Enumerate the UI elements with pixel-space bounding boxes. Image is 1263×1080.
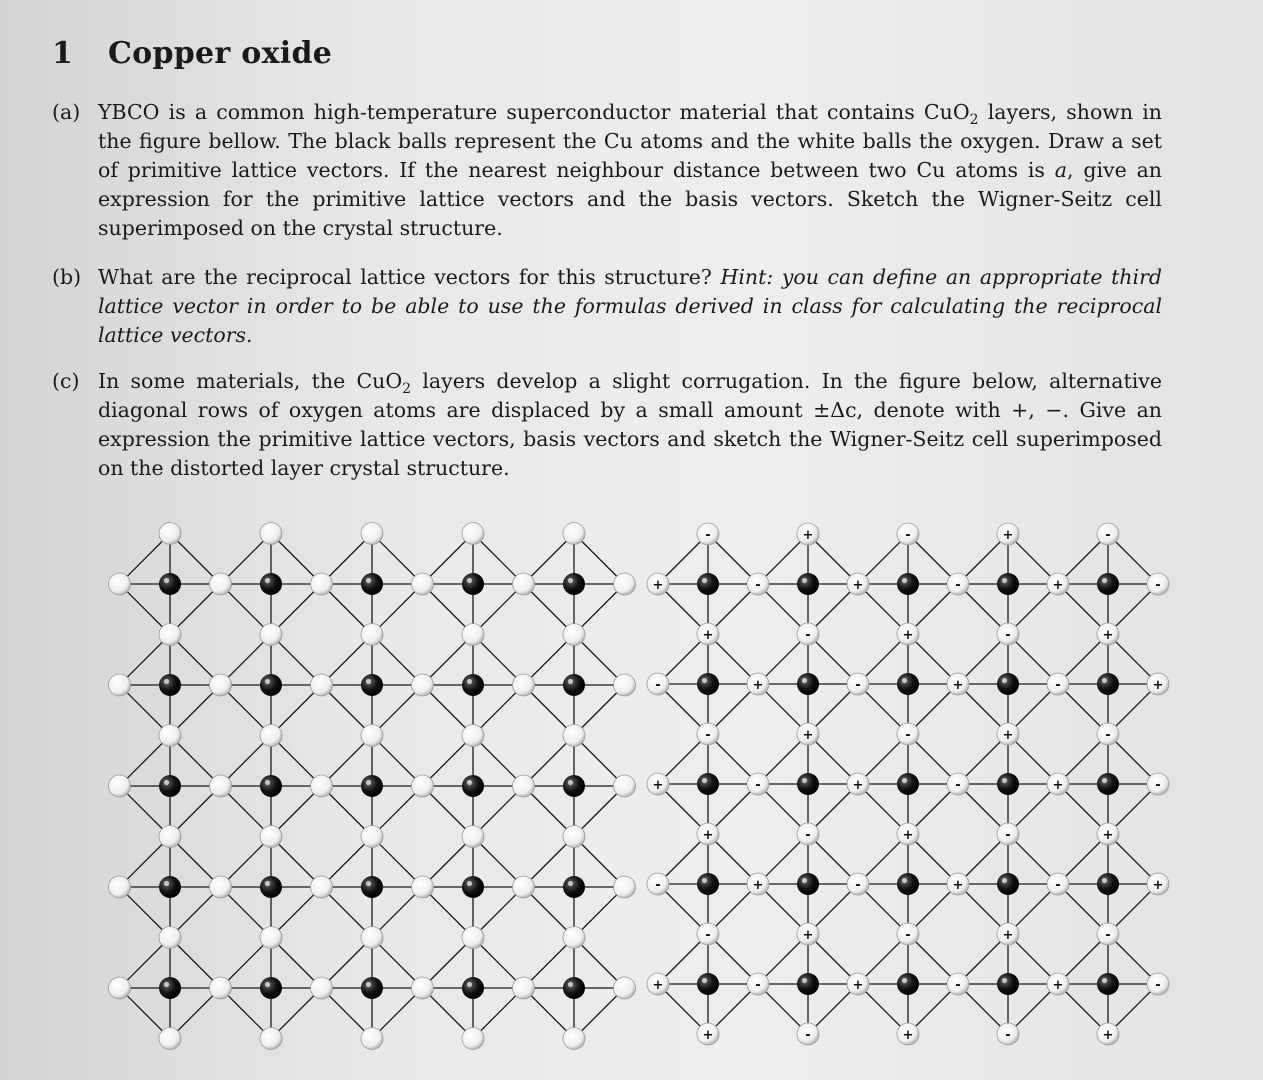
minus-sign: -: [705, 728, 711, 743]
undistorted-cuo2-layer: [109, 523, 636, 1050]
copper-atom: [697, 773, 719, 795]
oxygen-atom: [513, 775, 535, 797]
minus-sign: -: [955, 778, 961, 793]
atom-highlight: [702, 678, 707, 683]
atom-highlight: [1002, 678, 1007, 683]
copper-atom: [797, 873, 819, 895]
copper-atom: [1097, 873, 1119, 895]
copper-atom: [159, 573, 181, 595]
atom-highlight: [1002, 578, 1007, 583]
oxygen-atom: [614, 674, 636, 696]
oxygen-atom: [210, 674, 232, 696]
copper-atom: [997, 973, 1019, 995]
section-number: 1: [52, 36, 74, 71]
oxygen-atom: [614, 775, 636, 797]
oxygen-atom: [563, 725, 585, 747]
oxygen-atom: [412, 977, 434, 999]
oxygen-atom: [311, 674, 333, 696]
oxygen-atom: [412, 876, 434, 898]
question-b: [52, 263, 1162, 350]
atom-highlight: [1102, 778, 1107, 783]
oxygen-atom: [361, 624, 383, 646]
oxygen-atom: [462, 523, 484, 545]
atom-highlight: [265, 780, 270, 785]
oxygen-atom: [563, 826, 585, 848]
minus-sign: -: [905, 528, 911, 543]
plus-sign: +: [852, 578, 864, 593]
oxygen-atom: [109, 573, 131, 595]
minus-sign: -: [755, 578, 761, 593]
plus-sign: +: [802, 928, 814, 943]
oxygen-atom: [563, 927, 585, 949]
oxygen-atom: [260, 826, 282, 848]
atom-highlight: [164, 578, 169, 583]
text-run: YBCO is a common high-temperature superconductor material that contains CuO: [98, 100, 970, 124]
oxygen-atom: [614, 573, 636, 595]
atom-highlight: [902, 778, 907, 783]
copper-atom: [697, 873, 719, 895]
copper-atom: [361, 977, 383, 999]
plus-sign: +: [1152, 878, 1164, 893]
oxygen-atom: [260, 523, 282, 545]
minus-sign: -: [805, 1028, 811, 1043]
minus-sign: -: [705, 928, 711, 943]
oxygen-atom: [159, 927, 181, 949]
text-run: What are the reciprocal lattice vectors for this structure?: [98, 265, 721, 289]
text-run: layers, shown in the figure bellow. The black balls represent the Cu atoms and the white balls the oxygen. Draw a set of primitive lattice vectors. If the nearest neighbour distance between two Cu atoms is: [98, 100, 1162, 182]
minus-sign: -: [1105, 928, 1111, 943]
atom-highlight: [164, 982, 169, 987]
plus-sign: +: [702, 628, 714, 643]
copper-atom: [159, 775, 181, 797]
copper-atom: [361, 876, 383, 898]
oxygen-atom: [462, 624, 484, 646]
copper-atom: [462, 876, 484, 898]
atom-highlight: [366, 780, 371, 785]
atom-highlight: [802, 978, 807, 983]
section-title: Copper oxide: [108, 36, 333, 71]
hint-text: Hint: you can define an appropriate third lattice vector in order to be able to use the formulas derived in class for calculating the reciprocal lattice vectors.: [98, 265, 1162, 347]
atom-highlight: [802, 878, 807, 883]
corrugated-cuo2-layer: [647, 523, 1169, 1045]
copper-atom: [797, 573, 819, 595]
copper-atom: [260, 977, 282, 999]
subscript: 2: [402, 381, 412, 398]
question-label: (a): [52, 100, 81, 124]
math-variable: a: [1054, 158, 1067, 182]
atom-highlight: [802, 678, 807, 683]
copper-atom: [697, 673, 719, 695]
oxygen-atom: [513, 573, 535, 595]
atom-highlight: [467, 881, 472, 886]
minus-sign: -: [755, 778, 761, 793]
minus-sign: -: [805, 628, 811, 643]
question-text: [98, 367, 1162, 483]
lattice-diagram: [88, 508, 1188, 1068]
oxygen-atom: [513, 674, 535, 696]
plus-sign: +: [1002, 928, 1014, 943]
oxygen-atom: [210, 876, 232, 898]
oxygen-atom: [361, 523, 383, 545]
copper-atom: [361, 775, 383, 797]
copper-atom: [563, 775, 585, 797]
copper-atom: [563, 977, 585, 999]
copper-atom: [1097, 973, 1119, 995]
oxygen-atom: [311, 876, 333, 898]
minus-sign: -: [905, 928, 911, 943]
oxygen-atom: [462, 1028, 484, 1050]
atom-highlight: [265, 982, 270, 987]
question-text: [98, 263, 1162, 350]
copper-atom: [797, 973, 819, 995]
plus-sign: +: [752, 678, 764, 693]
plus-sign: +: [802, 728, 814, 743]
minus-sign: -: [1055, 678, 1061, 693]
subscript: 2: [969, 112, 979, 129]
oxygen-atom: [361, 725, 383, 747]
copper-atom: [159, 876, 181, 898]
atom-highlight: [265, 881, 270, 886]
atom-highlight: [265, 679, 270, 684]
minus-sign: -: [955, 978, 961, 993]
minus-sign: -: [905, 728, 911, 743]
plus-sign: +: [1052, 778, 1064, 793]
atom-highlight: [366, 982, 371, 987]
copper-atom: [462, 674, 484, 696]
atom-highlight: [568, 780, 573, 785]
plus-sign: +: [752, 878, 764, 893]
plus-sign: +: [652, 978, 664, 993]
copper-atom: [462, 573, 484, 595]
atom-highlight: [366, 578, 371, 583]
question-a: [52, 98, 1162, 243]
plus-sign: +: [852, 778, 864, 793]
oxygen-atom: [159, 523, 181, 545]
oxygen-atom: [462, 927, 484, 949]
plus-sign: +: [1102, 828, 1114, 843]
copper-atom: [563, 573, 585, 595]
copper-atom: [563, 876, 585, 898]
copper-atom: [159, 674, 181, 696]
plus-sign: +: [1102, 628, 1114, 643]
copper-atom: [997, 773, 1019, 795]
copper-atom: [1097, 673, 1119, 695]
oxygen-atom: [260, 1028, 282, 1050]
oxygen-atom: [260, 725, 282, 747]
atom-highlight: [164, 780, 169, 785]
plus-sign: +: [802, 528, 814, 543]
atom-highlight: [802, 778, 807, 783]
copper-atom: [260, 674, 282, 696]
oxygen-atom: [159, 624, 181, 646]
plus-sign: +: [902, 828, 914, 843]
oxygen-atom: [361, 1028, 383, 1050]
minus-sign: -: [655, 678, 661, 693]
copper-atom: [797, 673, 819, 695]
question-text: [98, 98, 1162, 243]
atom-highlight: [902, 678, 907, 683]
atom-highlight: [164, 679, 169, 684]
oxygen-atom: [462, 826, 484, 848]
copper-atom: [797, 773, 819, 795]
question-label: (c): [52, 369, 80, 393]
atom-highlight: [702, 878, 707, 883]
oxygen-atom: [109, 775, 131, 797]
minus-sign: -: [1155, 578, 1161, 593]
oxygen-atom: [109, 876, 131, 898]
atom-highlight: [467, 578, 472, 583]
oxygen-atom: [210, 573, 232, 595]
plus-sign: +: [902, 628, 914, 643]
copper-atom: [897, 673, 919, 695]
minus-sign: -: [705, 528, 711, 543]
copper-atom: [1097, 573, 1119, 595]
copper-atom: [462, 775, 484, 797]
oxygen-atom: [361, 826, 383, 848]
minus-sign: -: [855, 678, 861, 693]
plus-sign: +: [1052, 578, 1064, 593]
minus-sign: -: [755, 978, 761, 993]
plus-sign: +: [702, 828, 714, 843]
copper-atom: [697, 573, 719, 595]
oxygen-atom: [513, 977, 535, 999]
oxygen-atom: [210, 775, 232, 797]
minus-sign: -: [1155, 978, 1161, 993]
minus-sign: -: [1005, 1028, 1011, 1043]
atom-highlight: [467, 982, 472, 987]
copper-atom: [997, 573, 1019, 595]
atom-highlight: [366, 881, 371, 886]
atom-highlight: [1102, 978, 1107, 983]
plus-sign: +: [1002, 528, 1014, 543]
atom-highlight: [702, 778, 707, 783]
atom-highlight: [902, 978, 907, 983]
text-run: layers develop a slight corrugation. In the figure below, alternative diagonal rows of oxygen atoms are displaced by a small amount ±Δc, denote with +, −. Give an expression the primitive lattice vectors, basis vectors and sketch the Wigner-Seitz cell superimposed on the distorted layer crystal structure.: [98, 369, 1162, 480]
oxygen-atom: [311, 977, 333, 999]
plus-sign: +: [652, 578, 664, 593]
oxygen-atom: [563, 1028, 585, 1050]
atom-highlight: [1002, 878, 1007, 883]
atom-highlight: [1102, 578, 1107, 583]
oxygen-atom: [513, 876, 535, 898]
atom-highlight: [265, 578, 270, 583]
question-c: [52, 367, 1162, 483]
minus-sign: -: [1105, 528, 1111, 543]
atom-highlight: [467, 780, 472, 785]
oxygen-atom: [412, 674, 434, 696]
atom-highlight: [702, 578, 707, 583]
plus-sign: +: [652, 778, 664, 793]
oxygen-atom: [159, 1028, 181, 1050]
minus-sign: -: [1005, 628, 1011, 643]
plus-sign: +: [1102, 1028, 1114, 1043]
section-heading: [52, 36, 332, 71]
atom-highlight: [1102, 878, 1107, 883]
atom-highlight: [568, 679, 573, 684]
atom-highlight: [802, 578, 807, 583]
atom-highlight: [1002, 778, 1007, 783]
copper-atom: [260, 775, 282, 797]
oxygen-atom: [614, 876, 636, 898]
oxygen-atom: [311, 775, 333, 797]
oxygen-atom: [462, 725, 484, 747]
copper-atom: [897, 773, 919, 795]
atom-highlight: [164, 881, 169, 886]
atom-highlight: [366, 679, 371, 684]
copper-atom: [260, 573, 282, 595]
text-run: , give an expression for the primitive lattice vectors and the basis vectors. Sketch the Wigner-Seitz cell superimposed on the crystal structure.: [98, 158, 1162, 240]
oxygen-atom: [563, 523, 585, 545]
oxygen-atom: [563, 624, 585, 646]
minus-sign: -: [1055, 878, 1061, 893]
oxygen-atom: [260, 927, 282, 949]
oxygen-atom: [210, 977, 232, 999]
atom-highlight: [702, 978, 707, 983]
oxygen-atom: [159, 725, 181, 747]
oxygen-atom: [109, 977, 131, 999]
crystal-structure-figure: [88, 508, 1188, 1068]
atom-highlight: [1102, 678, 1107, 683]
plus-sign: +: [902, 1028, 914, 1043]
minus-sign: -: [1005, 828, 1011, 843]
oxygen-atom: [260, 624, 282, 646]
atom-highlight: [902, 878, 907, 883]
minus-sign: -: [955, 578, 961, 593]
oxygen-atom: [614, 977, 636, 999]
copper-atom: [462, 977, 484, 999]
copper-atom: [361, 573, 383, 595]
minus-sign: -: [855, 878, 861, 893]
plus-sign: +: [702, 1028, 714, 1043]
copper-atom: [260, 876, 282, 898]
text-run: In some materials, the CuO: [98, 369, 403, 393]
plus-sign: +: [1152, 678, 1164, 693]
copper-atom: [897, 873, 919, 895]
atom-highlight: [568, 881, 573, 886]
copper-atom: [361, 674, 383, 696]
question-label: (b): [52, 265, 82, 289]
oxygen-atom: [311, 573, 333, 595]
minus-sign: -: [1105, 728, 1111, 743]
oxygen-atom: [412, 573, 434, 595]
plus-sign: +: [852, 978, 864, 993]
oxygen-atom: [412, 775, 434, 797]
plus-sign: +: [1052, 978, 1064, 993]
copper-atom: [897, 973, 919, 995]
atom-highlight: [568, 578, 573, 583]
plus-sign: +: [1002, 728, 1014, 743]
copper-atom: [997, 673, 1019, 695]
minus-sign: -: [1155, 778, 1161, 793]
copper-atom: [563, 674, 585, 696]
copper-atom: [159, 977, 181, 999]
atom-highlight: [467, 679, 472, 684]
oxygen-atom: [109, 674, 131, 696]
plus-sign: +: [952, 878, 964, 893]
atom-highlight: [1002, 978, 1007, 983]
oxygen-atom: [159, 826, 181, 848]
copper-atom: [697, 973, 719, 995]
copper-atom: [897, 573, 919, 595]
copper-atom: [997, 873, 1019, 895]
oxygen-atom: [361, 927, 383, 949]
atom-highlight: [568, 982, 573, 987]
minus-sign: -: [805, 828, 811, 843]
atom-highlight: [902, 578, 907, 583]
copper-atom: [1097, 773, 1119, 795]
minus-sign: -: [655, 878, 661, 893]
plus-sign: +: [952, 678, 964, 693]
